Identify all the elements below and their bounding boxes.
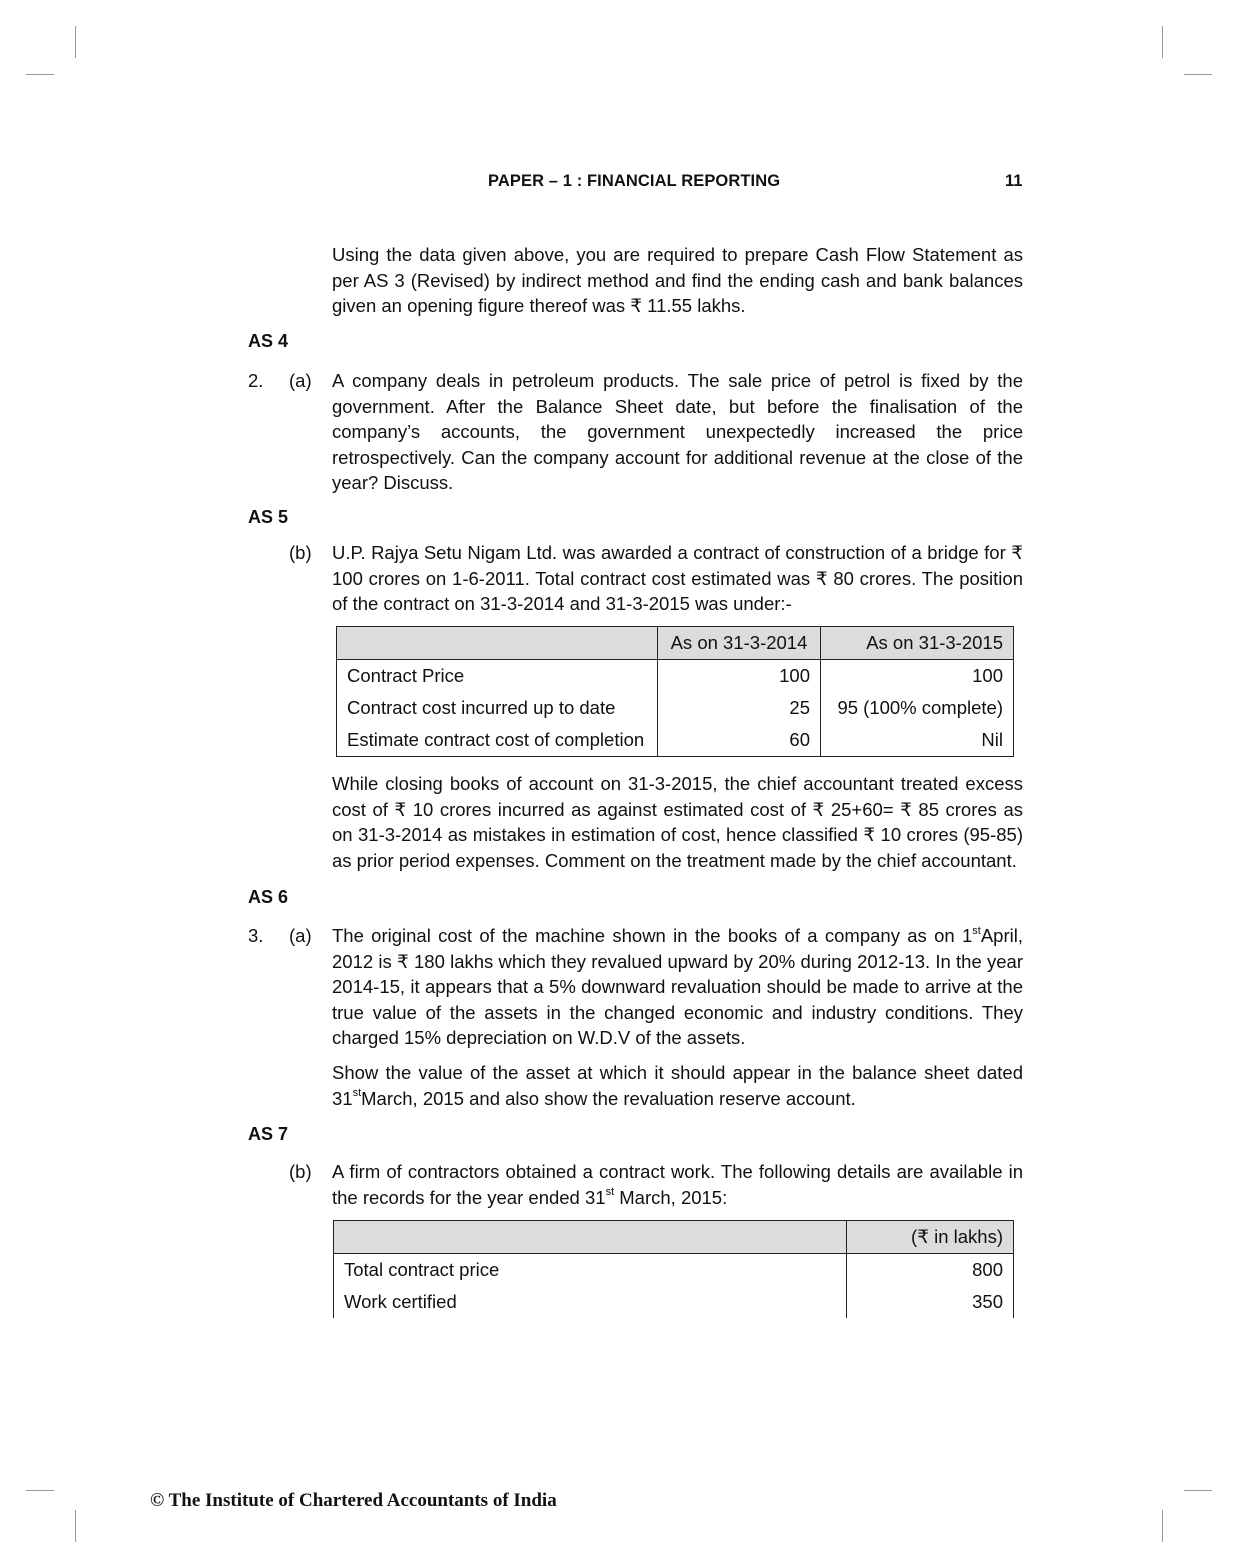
question-number: 3. — [248, 925, 264, 946]
as5-comment-paragraph: While closing books of account on 31-3-2015, the chief accountant treated excess cost of ₹ 10 crores incurred as against estimated cost of ₹ 25+60= ₹ 85 crores as on 31-3-2014 as mistakes in estimation of cost, hence classified ₹ 10 crores (95-85) as prior period expenses. Comment on the treatment made by the chief accountant. — [332, 773, 1023, 871]
table-header-cell: As on 31-3-2015 — [821, 627, 1014, 660]
contract-position-table — [336, 626, 1014, 757]
table-cell: Work certified — [334, 1286, 847, 1318]
table-cell: Contract cost incurred up to date — [337, 692, 658, 724]
table-cell: 100 — [658, 660, 821, 693]
table-cell: 60 — [658, 724, 821, 757]
table-cell: Contract Price — [337, 660, 658, 693]
copyright-footer: © The Institute of Chartered Accountants of India — [150, 1490, 557, 1511]
table-header-cell — [337, 627, 658, 660]
table-header-cell: As on 31-3-2014 — [658, 627, 821, 660]
table-cell: 95 (100% complete) — [821, 692, 1014, 724]
page-header-title: PAPER – 1 : FINANCIAL REPORTING — [488, 172, 781, 190]
crop-mark — [26, 74, 54, 75]
intro-paragraph: Using the data given above, you are required to prepare Cash Flow Statement as per AS 3 (Revised) by indirect method and find the ending cash and bank balances given an opening figure thereof was ₹ 11.55 lakhs. — [332, 244, 1023, 316]
crop-mark — [1162, 1510, 1163, 1542]
crop-mark — [1184, 74, 1212, 75]
question-number: 2. — [248, 370, 264, 391]
table-header-cell — [334, 1221, 847, 1254]
crop-mark — [26, 1490, 54, 1491]
contract-details-table — [333, 1220, 1014, 1318]
page-number: 11 — [1005, 172, 1023, 190]
table-cell: Estimate contract cost of completion — [337, 724, 658, 757]
table-cell: 800 — [847, 1254, 1014, 1287]
table-row — [337, 660, 1014, 693]
as6-question-text: The original cost of the machine shown in the books of a company as on 1stApril, 2012 is ₹ 180 lakhs which they revalued upward by 20% during 2012-13. In the year 2014-15, it appears that a 5% downward revaluation should be made to arrive at the true value of the assets in the changed economic and industry conditions. They charged 15% depreciation on W.D.V of the assets. — [332, 924, 1023, 1048]
as7-question-text: A firm of contractors obtained a contract work. The following details are available in the records for the year ended 31st March, 2015: — [332, 1161, 1023, 1208]
section-heading-as4: AS 4 — [248, 331, 289, 351]
table-cell: 100 — [821, 660, 1014, 693]
table-row — [334, 1254, 1014, 1287]
question-sub-label: (a) — [289, 370, 312, 391]
table-cell: 25 — [658, 692, 821, 724]
section-heading-as6: AS 6 — [248, 887, 289, 907]
question-sub-label: (b) — [289, 542, 312, 563]
table-cell: 350 — [847, 1286, 1014, 1318]
crop-mark — [75, 1510, 76, 1542]
as5-question-text: U.P. Rajya Setu Nigam Ltd. was awarded a contract of construction of a bridge for ₹ 100 crores on 1-6-2011. Total contract cost estimated was ₹ 80 crores. The position of the contract on 31-3-2014 and 31-3-2015 was under:- — [332, 542, 1023, 614]
table-cell: Nil — [821, 724, 1014, 757]
table-header-row — [334, 1221, 1014, 1254]
crop-mark — [1184, 1490, 1212, 1491]
crop-mark — [75, 26, 76, 58]
table-row — [334, 1286, 1014, 1318]
crop-mark — [1162, 26, 1163, 58]
table-cell: Total contract price — [334, 1254, 847, 1287]
as6-instruction-text: Show the value of the asset at which it should appear in the balance sheet dated 31stMarch, 2015 and also show the revaluation reserve account. — [332, 1062, 1023, 1109]
question-sub-label: (a) — [289, 925, 312, 946]
table-header-row — [337, 627, 1014, 660]
section-heading-as5: AS 5 — [248, 507, 289, 527]
table-row — [337, 724, 1014, 757]
section-heading-as7: AS 7 — [248, 1124, 289, 1144]
table-header-cell: (₹ in lakhs) — [847, 1221, 1014, 1254]
question-sub-label: (b) — [289, 1161, 312, 1182]
as4-question-text: A company deals in petroleum products. The sale price of petrol is fixed by the government. After the Balance Sheet date, but before the finalisation of the company’s accounts, the government unexpectedly increased the price retrospectively. Can the company account for additional revenue at the close of the year? Discuss. — [332, 370, 1023, 493]
table-row — [337, 692, 1014, 724]
